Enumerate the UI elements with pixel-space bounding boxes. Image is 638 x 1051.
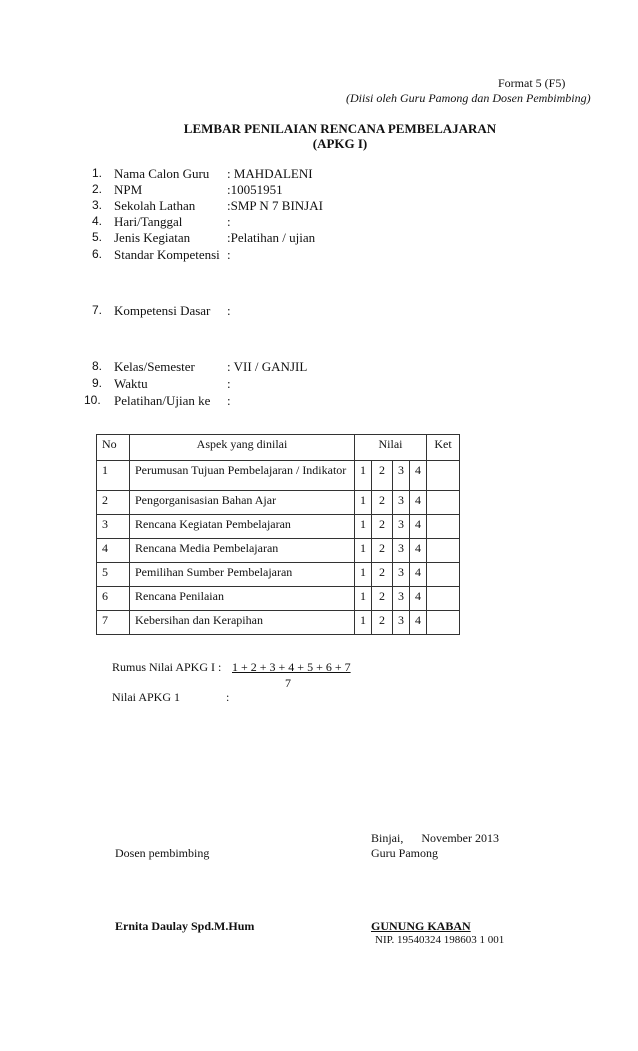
table-row xyxy=(97,587,460,611)
row-number: 4 xyxy=(97,539,130,563)
score-4: 4 xyxy=(410,515,427,539)
formula-numerator: 1 + 2 + 3 + 4 + 5 + 6 + 7 xyxy=(232,660,351,674)
score-3: 3 xyxy=(393,611,410,635)
score-2: 2 xyxy=(372,539,393,563)
score-2: 2 xyxy=(372,491,393,515)
header-no: No xyxy=(97,435,130,461)
score-3: 3 xyxy=(393,539,410,563)
info-value: : xyxy=(227,303,231,318)
score-1: 1 xyxy=(355,587,372,611)
score-4: 4 xyxy=(410,611,427,635)
score-2: 2 xyxy=(372,563,393,587)
table-header-row xyxy=(97,435,460,461)
row-ket xyxy=(427,461,460,491)
info-value: :Pelatihan / ujian xyxy=(227,230,316,245)
info-value: : VII / GANJIL xyxy=(227,359,308,374)
info-number: 9. xyxy=(92,376,103,390)
result-label: Nilai APKG 1 xyxy=(112,690,181,704)
info-value: : xyxy=(227,247,231,262)
format-label: Format 5 (F5) xyxy=(498,76,566,90)
table-row xyxy=(97,563,460,587)
row-number: 3 xyxy=(97,515,130,539)
info-label: Waktu xyxy=(114,376,148,391)
row-number: 5 xyxy=(97,563,130,587)
table-row xyxy=(97,539,460,563)
info-number: 6. xyxy=(92,247,103,261)
score-3: 3 xyxy=(393,587,410,611)
info-label: Sekolah Lathan xyxy=(114,198,196,213)
right-signer-name: GUNUNG KABAN xyxy=(371,919,471,933)
row-aspek: Rencana Penilaian xyxy=(130,587,355,611)
info-value: :10051951 xyxy=(227,182,283,197)
row-aspek: Rencana Media Pembelajaran xyxy=(130,539,355,563)
info-label: Hari/Tanggal xyxy=(114,214,183,229)
right-signer-nip: NIP. 19540324 198603 1 001 xyxy=(375,934,505,946)
row-ket xyxy=(427,491,460,515)
score-2: 2 xyxy=(372,515,393,539)
table-row xyxy=(97,461,460,491)
row-aspek: Pengorganisasian Bahan Ajar xyxy=(130,491,355,515)
row-number: 7 xyxy=(97,611,130,635)
row-aspek: Perumusan Tujuan Pembelajaran / Indikator xyxy=(130,461,355,491)
score-2: 2 xyxy=(372,587,393,611)
info-number: 4. xyxy=(92,214,103,228)
info-number: 1. xyxy=(92,166,103,180)
score-4: 4 xyxy=(410,539,427,563)
score-3: 3 xyxy=(393,563,410,587)
score-1: 1 xyxy=(355,611,372,635)
info-number: 2. xyxy=(92,182,103,196)
score-1: 1 xyxy=(355,563,372,587)
score-3: 3 xyxy=(393,491,410,515)
result-value: : xyxy=(226,690,230,704)
row-number: 6 xyxy=(97,587,130,611)
info-value: : xyxy=(227,214,231,229)
info-number: 8. xyxy=(92,359,103,373)
info-label: Kompetensi Dasar xyxy=(114,303,211,318)
score-4: 4 xyxy=(410,461,427,491)
row-aspek: Kebersihan dan Kerapihan xyxy=(130,611,355,635)
info-value: :SMP N 7 BINJAI xyxy=(227,198,323,213)
document-title: LEMBAR PENILAIAN RENCANA PEMBELAJARAN xyxy=(183,121,497,136)
header-ket: Ket xyxy=(427,435,460,461)
info-number: 3. xyxy=(92,198,103,212)
right-signer-role: Guru Pamong xyxy=(371,846,438,860)
instruction-note: (Diisi oleh Guru Pamong dan Dosen Pembimbing) xyxy=(346,91,591,105)
row-ket xyxy=(427,515,460,539)
info-label: Jenis Kegiatan xyxy=(114,230,191,245)
info-value: : xyxy=(227,393,231,408)
info-number: 5. xyxy=(92,230,103,244)
score-3: 3 xyxy=(393,461,410,491)
formula-label: Rumus Nilai APKG I : xyxy=(112,660,222,674)
score-1: 1 xyxy=(355,539,372,563)
table-row xyxy=(97,515,460,539)
row-aspek: Pemilihan Sumber Pembelajaran xyxy=(130,563,355,587)
formula-denominator: 7 xyxy=(285,676,291,690)
score-2: 2 xyxy=(372,461,393,491)
table-row xyxy=(97,491,460,515)
score-1: 1 xyxy=(355,515,372,539)
info-number: 10. xyxy=(84,393,101,407)
info-label: Pelatihan/Ujian ke xyxy=(114,393,211,408)
row-ket xyxy=(427,587,460,611)
score-1: 1 xyxy=(355,491,372,515)
score-4: 4 xyxy=(410,563,427,587)
info-value: : MAHDALENI xyxy=(227,166,313,181)
row-ket xyxy=(427,611,460,635)
score-4: 4 xyxy=(410,587,427,611)
row-aspek: Rencana Kegiatan Pembelajaran xyxy=(130,515,355,539)
score-2: 2 xyxy=(372,611,393,635)
row-number: 1 xyxy=(97,461,130,491)
row-ket xyxy=(427,539,460,563)
row-ket xyxy=(427,563,460,587)
header-aspek: Aspek yang dinilai xyxy=(130,435,355,461)
info-number: 7. xyxy=(92,303,103,317)
info-value: : xyxy=(227,376,231,391)
info-label: Standar Kompetensi xyxy=(114,247,220,262)
place-date: Binjai, November 2013 xyxy=(371,831,499,845)
info-label: Nama Calon Guru xyxy=(114,166,210,181)
table-row xyxy=(97,611,460,635)
header-nilai: Nilai xyxy=(355,435,427,461)
document-subtitle: (APKG I) xyxy=(312,136,368,151)
score-3: 3 xyxy=(393,515,410,539)
info-label: Kelas/Semester xyxy=(114,359,195,374)
row-number: 2 xyxy=(97,491,130,515)
assessment-table xyxy=(96,434,460,635)
info-label: NPM xyxy=(114,182,143,197)
left-signer-name: Ernita Daulay Spd.M.Hum xyxy=(115,919,255,933)
score-4: 4 xyxy=(410,491,427,515)
score-1: 1 xyxy=(355,461,372,491)
left-signer-role: Dosen pembimbing xyxy=(115,846,210,860)
